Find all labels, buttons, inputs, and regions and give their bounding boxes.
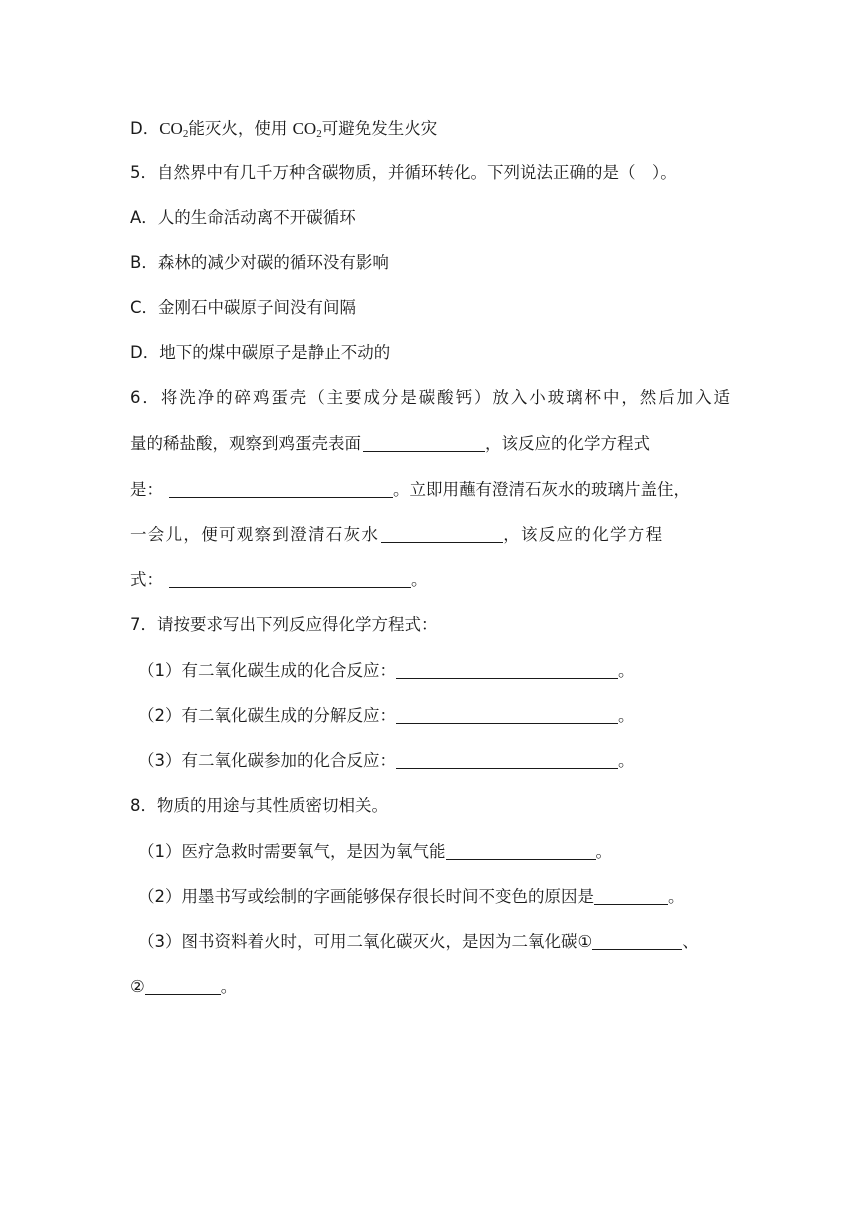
q8-item-end: 、 bbox=[682, 932, 699, 951]
answer-blank[interactable] bbox=[381, 526, 503, 543]
q7-item-text: （2）有二氧化碳生成的分解反应： bbox=[138, 706, 396, 725]
q6-text: ，该反应的化学方程 bbox=[503, 525, 664, 544]
answer-blank[interactable] bbox=[363, 435, 485, 452]
q6-line-3 bbox=[130, 478, 690, 502]
answer-blank[interactable] bbox=[169, 571, 411, 588]
q8-item-end: 。 bbox=[595, 842, 612, 861]
q6-text: 。 bbox=[411, 570, 428, 589]
answer-blank[interactable] bbox=[594, 888, 668, 905]
q7-item-2 bbox=[138, 704, 635, 728]
q5-option-d: D．地下的煤中碳原子是静止不动的 bbox=[130, 343, 391, 362]
q8-item-end: 。 bbox=[220, 977, 238, 996]
formula-co2: CO bbox=[292, 119, 317, 138]
q8-item-text: （3）图书资料着火时，可用二氧化碳灭火，是因为二氧化碳① bbox=[138, 932, 593, 951]
answer-blank[interactable] bbox=[446, 843, 596, 860]
q8-item-text: （1）医疗急救时需要氧气，是因为氧气能 bbox=[138, 842, 446, 861]
q5-option-c: C．金刚石中碳原子间没有间隔 bbox=[130, 298, 357, 317]
q7-item-end: 。 bbox=[618, 751, 635, 770]
option-text: 可避免发生火灾 bbox=[321, 119, 438, 138]
q5-stem: 5．自然界中有几千万种含碳物质，并循环转化。下列说法正确的是（ ）。 bbox=[130, 163, 677, 182]
answer-blank[interactable] bbox=[145, 978, 221, 995]
q7-item-3 bbox=[138, 749, 635, 773]
q6-line-2 bbox=[130, 432, 650, 456]
formula-co2: CO bbox=[159, 119, 183, 138]
q8-item-text: （2）用墨书写或绘制的字画能够保存很长时间不变色的原因是 bbox=[138, 887, 594, 906]
q5-option-a: A．人的生命活动离不开碳循环 bbox=[130, 208, 356, 227]
q6-text: 一会儿，便可观察到澄清石灰水 bbox=[130, 525, 380, 544]
option-text: 能灭火，使用 bbox=[188, 119, 293, 138]
q6-text: 。立即用蘸有澄清石灰水的玻璃片盖住， bbox=[393, 480, 690, 499]
q5-option-b: B．森林的减少对碳的循环没有影响 bbox=[130, 253, 389, 272]
answer-blank[interactable] bbox=[396, 662, 618, 679]
q7-item-text: （3）有二氧化碳参加的化合反应： bbox=[138, 751, 396, 770]
q8-item-1 bbox=[138, 840, 612, 864]
q7-item-1 bbox=[138, 659, 635, 683]
answer-blank[interactable] bbox=[169, 481, 393, 498]
q7-item-text: （1）有二氧化碳生成的化合反应： bbox=[138, 661, 396, 680]
q8-item-3-cont bbox=[130, 975, 237, 999]
q8-item-end: 。 bbox=[668, 887, 685, 906]
q8-stem: 8．物质的用途与其性质密切相关。 bbox=[130, 796, 388, 815]
answer-blank[interactable] bbox=[592, 933, 682, 950]
answer-blank[interactable] bbox=[396, 752, 618, 769]
q4-option-d bbox=[130, 117, 437, 141]
q6-text: 是： bbox=[130, 480, 163, 499]
q6-text: ，该反应的化学方程式 bbox=[485, 434, 650, 453]
q6-line-4 bbox=[130, 523, 663, 547]
q7-item-end: 。 bbox=[618, 706, 635, 725]
q7-item-end: 。 bbox=[618, 661, 635, 680]
q6-line-5 bbox=[130, 568, 428, 592]
option-label: D． bbox=[130, 119, 160, 138]
subscript: 2 bbox=[182, 128, 189, 140]
answer-blank[interactable] bbox=[396, 707, 618, 724]
q6-text: 式： bbox=[130, 570, 163, 589]
q8-item-2 bbox=[138, 885, 685, 909]
q7-stem: 7．请按要求写出下列反应得化学方程式： bbox=[130, 615, 438, 634]
subscript: 2 bbox=[316, 128, 322, 140]
q8-item-3 bbox=[138, 930, 699, 954]
q6-line-1: 6．将洗净的碎鸡蛋壳（主要成分是碳酸钙）放入小玻璃杯中，然后加入适 bbox=[130, 388, 730, 407]
q8-item-text: ② bbox=[130, 977, 145, 996]
q6-text: 量的稀盐酸，观察到鸡蛋壳表面 bbox=[130, 434, 361, 453]
